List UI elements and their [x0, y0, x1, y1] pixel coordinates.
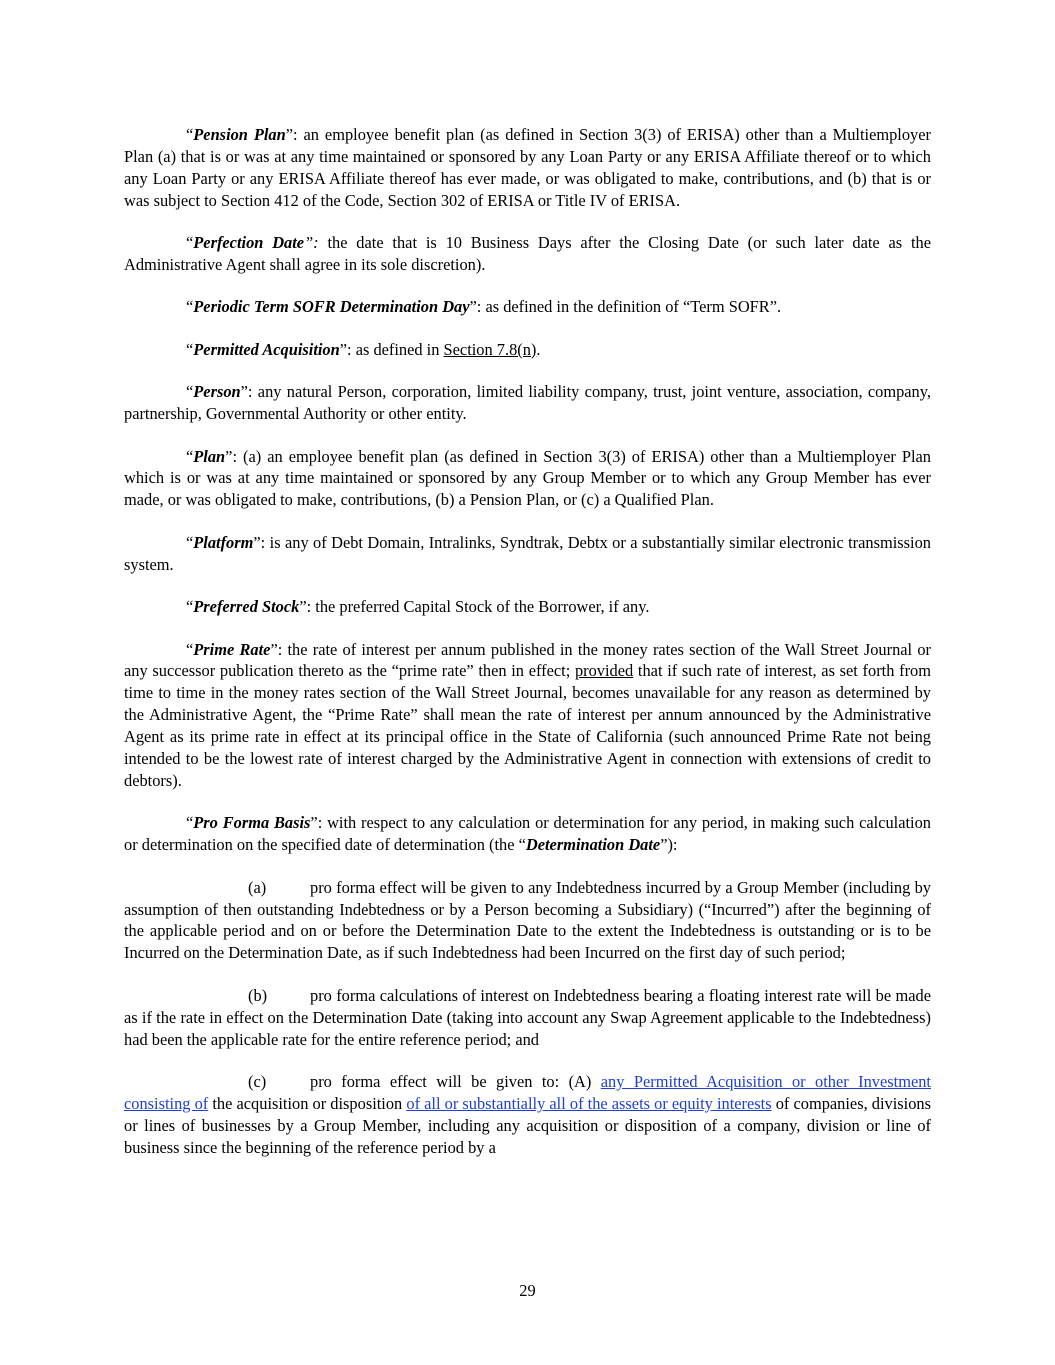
- open-quote: “: [186, 597, 194, 617]
- defined-term: Pension Plan: [193, 125, 286, 144]
- definition-body: any natural Person, corporation, limited liability company, trust, joint venture, association, company, partnership, Governmental Authority or other entity.: [124, 382, 931, 424]
- definition-body: the preferred Capital Stock of the Borrower, if any.: [315, 597, 650, 617]
- open-quote: “: [186, 639, 194, 659]
- definition-body-end: .: [536, 339, 541, 359]
- close-quote: ”:: [285, 125, 304, 144]
- definition-body: is any of Debt Domain, Intralinks, Syndtrak, Debtx or a substantially similar electronic transmission system.: [124, 532, 931, 574]
- defined-term: Pro Forma Basis: [193, 813, 311, 833]
- inserted-text-link[interactable]: any Permitted Acquisition or other Investment consisting of: [124, 1072, 931, 1113]
- clause-text: pro forma effect will be given to: (A): [310, 1072, 601, 1091]
- defined-term: Plan: [193, 446, 226, 466]
- clause-b: [124, 985, 931, 1051]
- close-quote: ”:: [304, 233, 328, 253]
- definition-body-end: ”):: [660, 835, 678, 855]
- defined-term-determination-date: Determination Date: [525, 835, 661, 855]
- clause-text: pro forma effect will be given to any Indebtedness incurred by a Group Member (including by assumption of then outstanding Indebtedness or by a Person becoming a Subsidiary) (“Incurred”) after the beginning of the applicable period and on or before the Determination Date to the extent the Indebtedness is outstanding or is to be Incurred on the Determination Date, as if such Indebtedness had been Incurred on the first day of such period;: [124, 877, 931, 963]
- defined-term: Prime Rate: [193, 639, 271, 659]
- close-quote: ”:: [339, 339, 356, 359]
- definition-body: (a) an employee benefit plan (as defined in Section 3(3) of ERISA) other than a Multiemployer Plan which is or was at any time maintained or sponsored by any Group Member or to which any Group Member has ever made, or was obligated to make, contributions, (b) a Pension Plan, or (c) a Qualified Plan.: [124, 446, 932, 510]
- open-quote: “: [186, 382, 194, 402]
- close-quote: ”:: [240, 382, 258, 402]
- definition-platform: [124, 532, 931, 576]
- definition-body: an employee benefit plan (as defined in Section 3(3) of ERISA) other than a Multiemployer Plan (a) that is or was at any time maintained or sponsored by any Loan Party or any ERISA Affiliate thereof or to which any Loan Party or any ERISA Affiliate thereof has ever made, or was obligated to make, contributions, and (b) that is or was subject to Section 412 of the Code, Section 302 of ERISA or Title IV of ERISA.: [124, 125, 931, 210]
- clause-a: [124, 877, 931, 965]
- definition-perfection-date: [124, 232, 931, 276]
- definition-pro-forma-basis: [124, 812, 931, 856]
- open-quote: “: [186, 532, 194, 552]
- definition-preferred-stock: [124, 596, 931, 618]
- defined-term: Person: [193, 382, 241, 402]
- definition-body: the date that is 10 Business Days after the Closing Date (or such later date as the Administrative Agent shall agree in its sole discretion).: [124, 233, 932, 275]
- clause-text-mid: the acquisition or disposition: [208, 1093, 407, 1113]
- defined-term: Preferred Stock: [193, 597, 300, 617]
- definition-body-end: that if such rate of interest, as set forth from time to time in the money rates section of the Wall Street Journal, becomes unavailable for any reason as determined by the Administrative Agent, the “Prime Rate” shall mean the rate of interest per annum announced by the Administrative Agent as its prime rate in effect at its principal office in the State of California (such announced Prime Rate not being intended to be the lowest rate of interest charged by the Administrative Agent in connection with extensions of credit to debtors).: [124, 661, 931, 790]
- defined-term: Platform: [193, 532, 254, 552]
- close-quote: ”:: [469, 297, 486, 317]
- definition-prime-rate: [124, 639, 931, 792]
- close-quote: ”:: [310, 813, 328, 833]
- definition-body: the rate of interest per annum published in the money rates section of the Wall Street Journal or any successor publication thereto as the “prime rate” then in effect;: [124, 639, 931, 681]
- inserted-text-link[interactable]: of all or substantially all of the assets or equity interests: [406, 1093, 772, 1113]
- close-quote: ”:: [299, 597, 316, 617]
- close-quote: ”:: [270, 639, 288, 659]
- open-quote: “: [186, 446, 194, 466]
- clause-label: (a): [248, 877, 267, 897]
- definition-periodic-term-sofr-determination-day: [124, 296, 931, 318]
- clause-c: [124, 1071, 931, 1159]
- page-number: 29: [519, 1281, 536, 1300]
- close-quote: ”:: [253, 532, 270, 552]
- defined-term: Perfection Date: [193, 233, 305, 253]
- definition-body: as defined in the definition of “Term SOFR”.: [485, 297, 782, 317]
- open-quote: “: [186, 125, 194, 144]
- definition-person: [124, 381, 931, 425]
- definition-body: as defined in: [355, 339, 444, 359]
- open-quote: “: [186, 233, 194, 253]
- clause-label: (c): [248, 1072, 267, 1091]
- clause-label: (b): [248, 985, 268, 1005]
- section-reference: Section 7.8(n): [443, 339, 537, 359]
- clause-text-end: of companies, divisions or lines of businesses by a Group Member, including any acquisition or disposition of a company, division or line of business since the beginning of the reference period by a: [124, 1093, 931, 1157]
- definition-permitted-acquisition: [124, 339, 931, 361]
- provided-proviso: provided: [574, 661, 634, 681]
- open-quote: “: [186, 813, 194, 833]
- open-quote: “: [186, 339, 194, 359]
- defined-term: Permitted Acquisition: [193, 339, 340, 359]
- definition-pension-plan: [124, 124, 931, 212]
- definition-body: with respect to any calculation or determination for any period, in making such calculation or determination on the specified date of determination (the “: [124, 813, 931, 855]
- definition-plan: [124, 446, 931, 512]
- close-quote: ”:: [225, 446, 244, 466]
- open-quote: “: [186, 297, 194, 317]
- clause-text: pro forma calculations of interest on Indebtedness bearing a floating interest rate will be made as if the rate in effect on the Determination Date (taking into account any Swap Agreement applicable to the Indebtedness) had been the applicable rate for the entire reference period; and: [124, 985, 931, 1049]
- document-page: [124, 124, 931, 1179]
- defined-term: Periodic Term SOFR Determination Day: [193, 297, 470, 317]
